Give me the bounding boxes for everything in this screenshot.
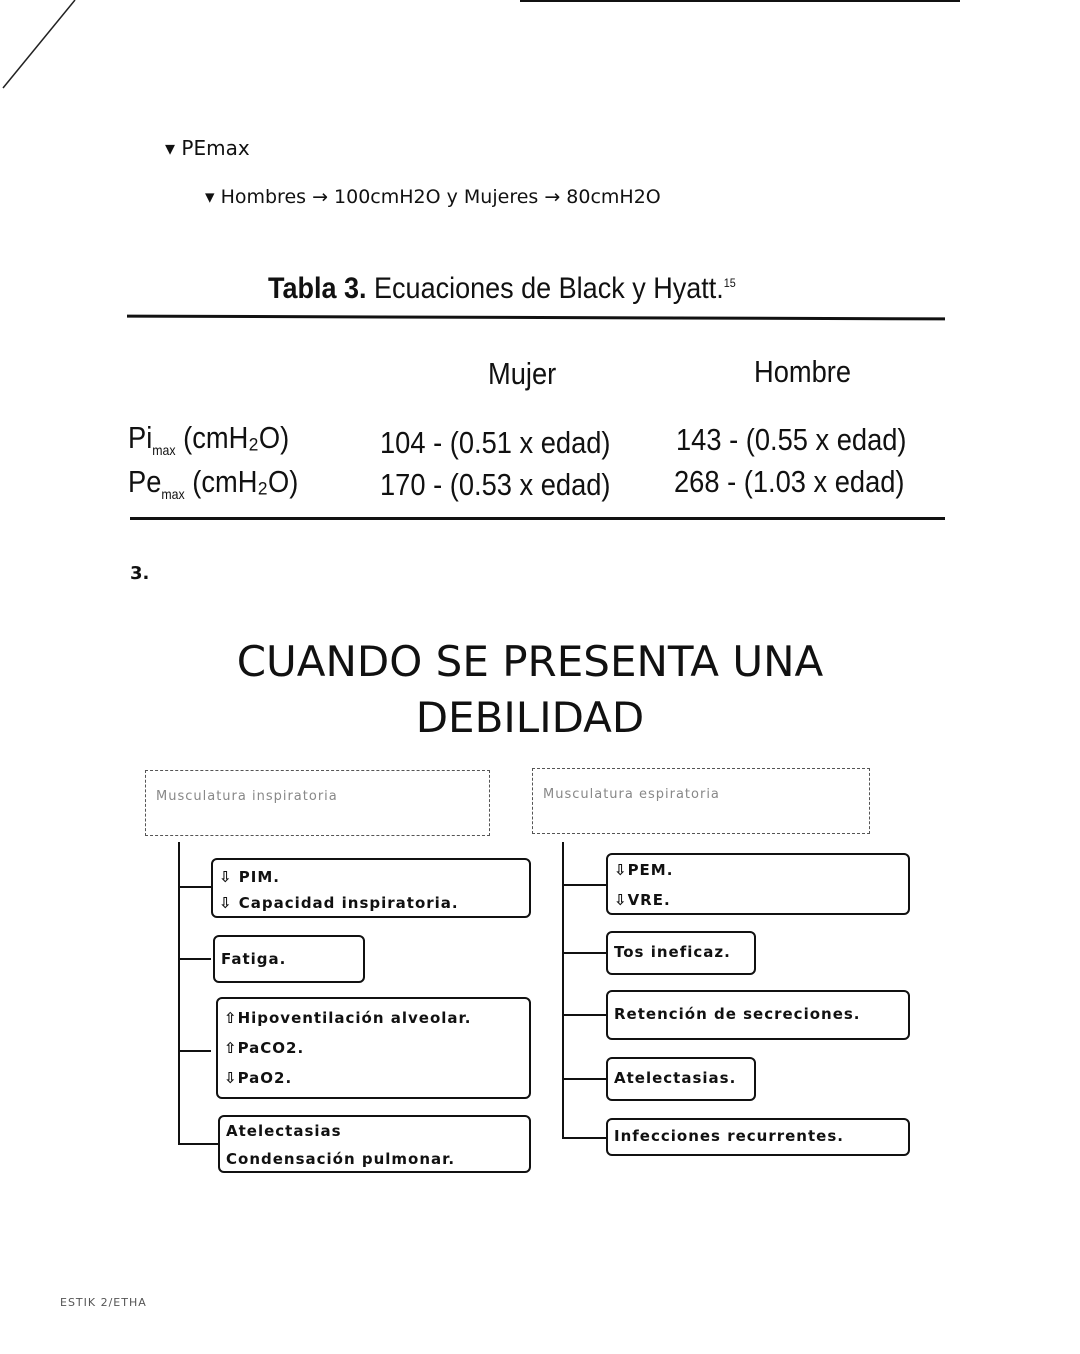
table-caption: Tabla 3. Ecuaciones de Black y Hyatt.$^{15}$ <box>268 272 736 305</box>
connector <box>178 886 211 888</box>
section-number: 3. <box>130 563 150 584</box>
diagram-title-line1: CUANDO SE PRESENTA UNA <box>236 637 824 686</box>
connector <box>562 952 606 954</box>
right-item-retencion: Retención de secreciones. <box>606 990 910 1040</box>
left-item-hipoventilacion: ⇧Hipoventilación alveolar. ⇧PaCO2. ⇩PaO2. <box>216 997 531 1099</box>
bullet-pemax: ▾ PEmax <box>165 136 250 160</box>
pimax-hombre: 143 - (0.55 x edad) <box>676 422 907 457</box>
left-item-fatiga: Fatiga. <box>213 935 365 983</box>
header-hombre: Hombre <box>754 354 852 389</box>
footer-text: ESTIK 2/ETHA <box>60 1296 147 1309</box>
right-item-pem: ⇩PEM. ⇩VRE. <box>606 853 910 915</box>
scan-mark <box>0 0 80 100</box>
connector <box>562 1078 606 1080</box>
bullet-text: PEmax <box>181 136 250 160</box>
pemax-mujer: 170 - (0.53 x edad) <box>380 467 611 502</box>
right-item-infecciones: Infecciones recurrentes. <box>606 1118 910 1156</box>
left-item-pim: ⇩ PIM. ⇩ Capacidad inspiratoria. <box>211 858 531 918</box>
left-item-atelectasias: Atelectasias Condensación pulmonar. <box>218 1115 531 1173</box>
left-header-box: Musculatura inspiratoria <box>145 770 490 836</box>
row-pimax-label: $Pi_{max}$ (cmH₂O) <box>128 420 290 459</box>
table-top-rule <box>127 315 945 321</box>
right-item-tos: Tos ineficaz. <box>606 931 756 975</box>
row-pemax-label: $Pe_{max}$ (cmH₂O) <box>128 464 299 503</box>
pimax-mujer: 104 - (0.51 x edad) <box>380 425 611 460</box>
bullet-hombres-mujeres: ▾ Hombres → 100cmH2O y Mujeres → 80cmH2O <box>205 186 661 208</box>
connector <box>562 884 606 886</box>
table-bottom-rule <box>130 517 945 520</box>
connector <box>178 1143 218 1145</box>
scan-edge-line <box>520 0 960 2</box>
bullet-text: Hombres → 100cmH2O y Mujeres → 80cmH2O <box>220 186 661 208</box>
connector <box>178 1050 211 1052</box>
connector <box>562 1137 606 1139</box>
right-header-box: Musculatura espiratoria <box>532 768 870 834</box>
connector <box>562 1014 606 1016</box>
diagram-title-line2: DEBILIDAD <box>415 693 645 742</box>
pemax-hombre: 268 - (1.03 x edad) <box>674 464 905 499</box>
right-connector <box>562 842 564 1139</box>
connector <box>178 958 211 960</box>
right-item-atelectasias: Atelectasias. <box>606 1057 756 1101</box>
header-mujer: Mujer <box>488 356 557 391</box>
